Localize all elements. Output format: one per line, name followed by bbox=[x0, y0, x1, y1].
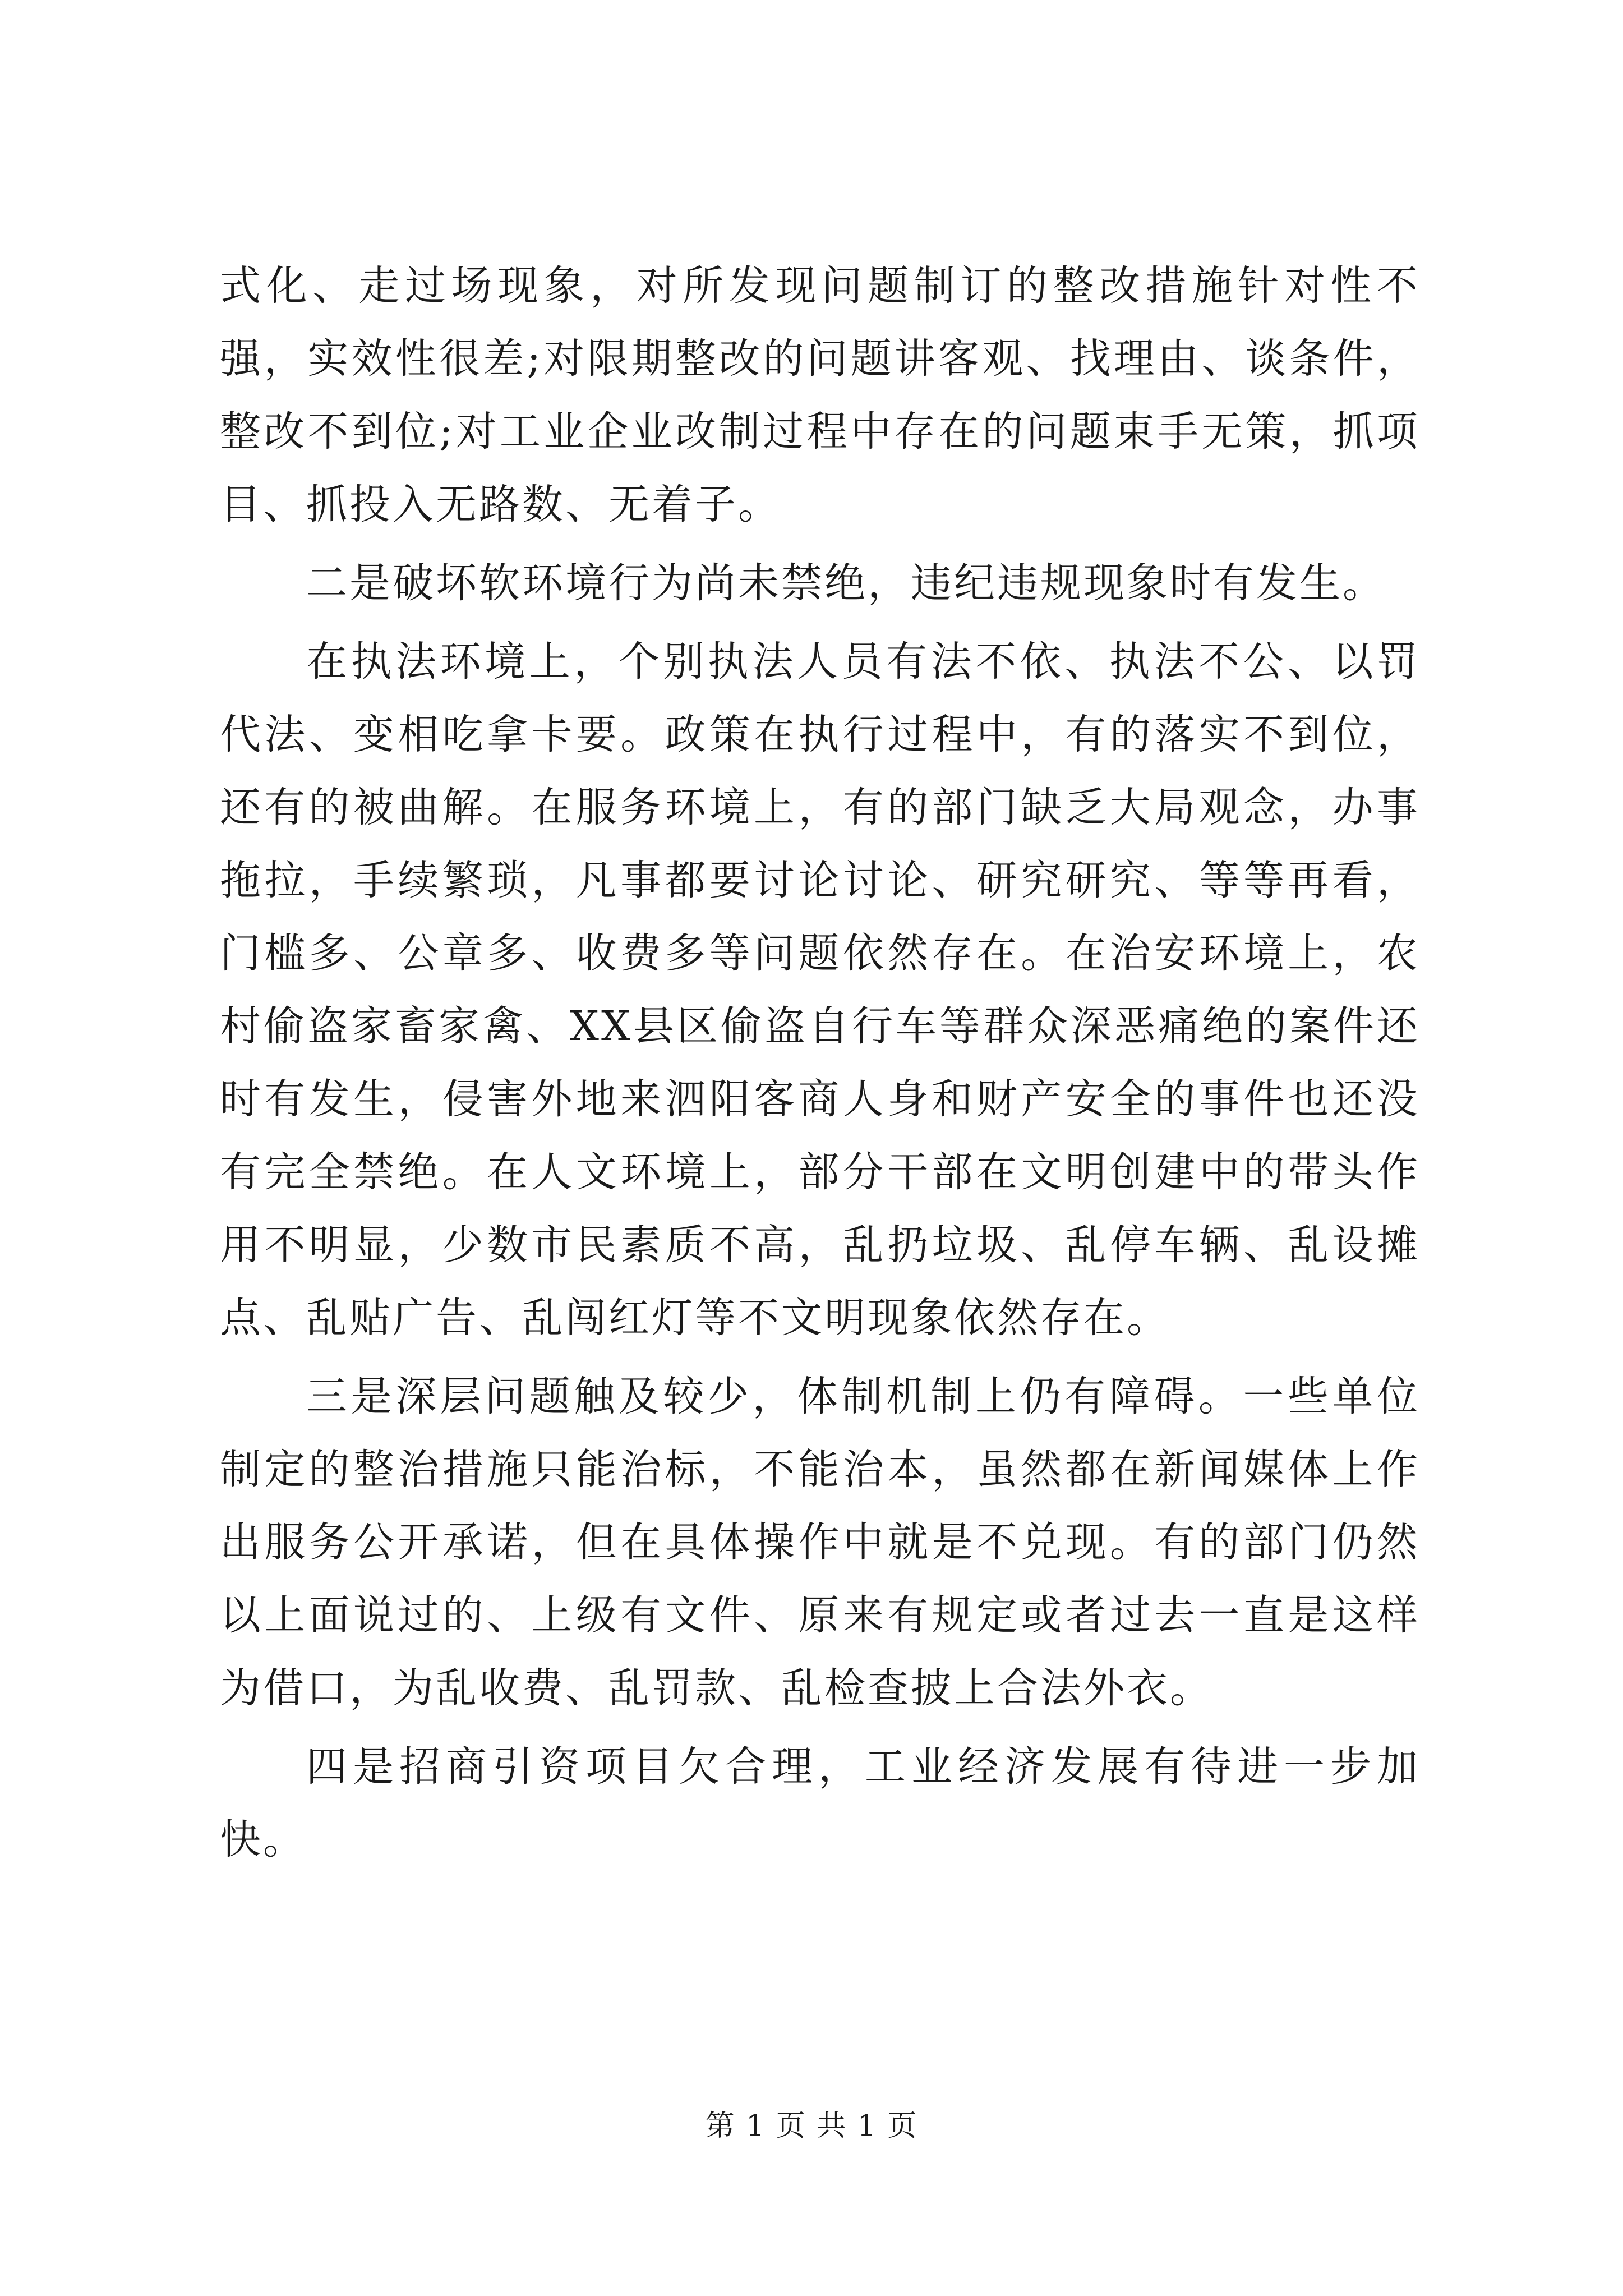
paragraph-point-two-heading: 二是破坏软环境行为尚未禁绝，违纪违规现象时有发生。 bbox=[306, 559, 1386, 607]
page-footer: 第 1 页 共 1 页 bbox=[705, 2109, 918, 2143]
paragraph-point-four: 四是招商引资项目欠合理，工业经济发展有待进一步加快。 bbox=[220, 1743, 1420, 1864]
paragraph-point-three: 三是深层问题触及较少，体制机制上仍有障碍。一些单位制定的整治措施只能治标，不能治本，虽然都在新闻媒体上作出服务公开承诺，但在具体操作中就是不兑现。有的部门仍然以上面说过的、上级有文件、原来有规定或者过去一直是这样为借口，为乱收费、乱罚款、乱检查披上合法外衣。 bbox=[220, 1373, 1420, 1712]
document-body bbox=[220, 250, 1420, 1882]
paragraph-environment-details: 在执法环境上，个别执法人员有法不依、执法不公、以罚代法、变相吃拿卡要。政策在执行过程中，有的落实不到位，还有的被曲解。在服务环境上，有的部门缺乏大局观念，办事拖拉，手续繁琐，凡事都要讨论讨论、研究研究、等等再看，门槛多、公章多、收费多等问题依然存在。在治安环境上，农村偷盗家畜家禽、XX县区偷盗自行车等群众深恶痛绝的案件还时有发生，侵害外地来泗阳客商人身和财产安全的事件也还没有完全禁绝。在人文环境上，部分干部在文明创建中的带头作用不明显，少数市民素质不高，乱扔垃圾、乱停车辆、乱设摊点、乱贴广告、乱闯红灯等不文明现象依然存在。 bbox=[220, 638, 1420, 1342]
paragraph-continuation: 式化、走过场现象，对所发现问题制订的整改措施针对性不强，实效性很差;对限期整改的问题讲客观、找理由、谈条件，整改不到位;对工业企业改制过程中存在的问题束手无策，抓项目、抓投入无路数、无着子。 bbox=[220, 262, 1420, 528]
